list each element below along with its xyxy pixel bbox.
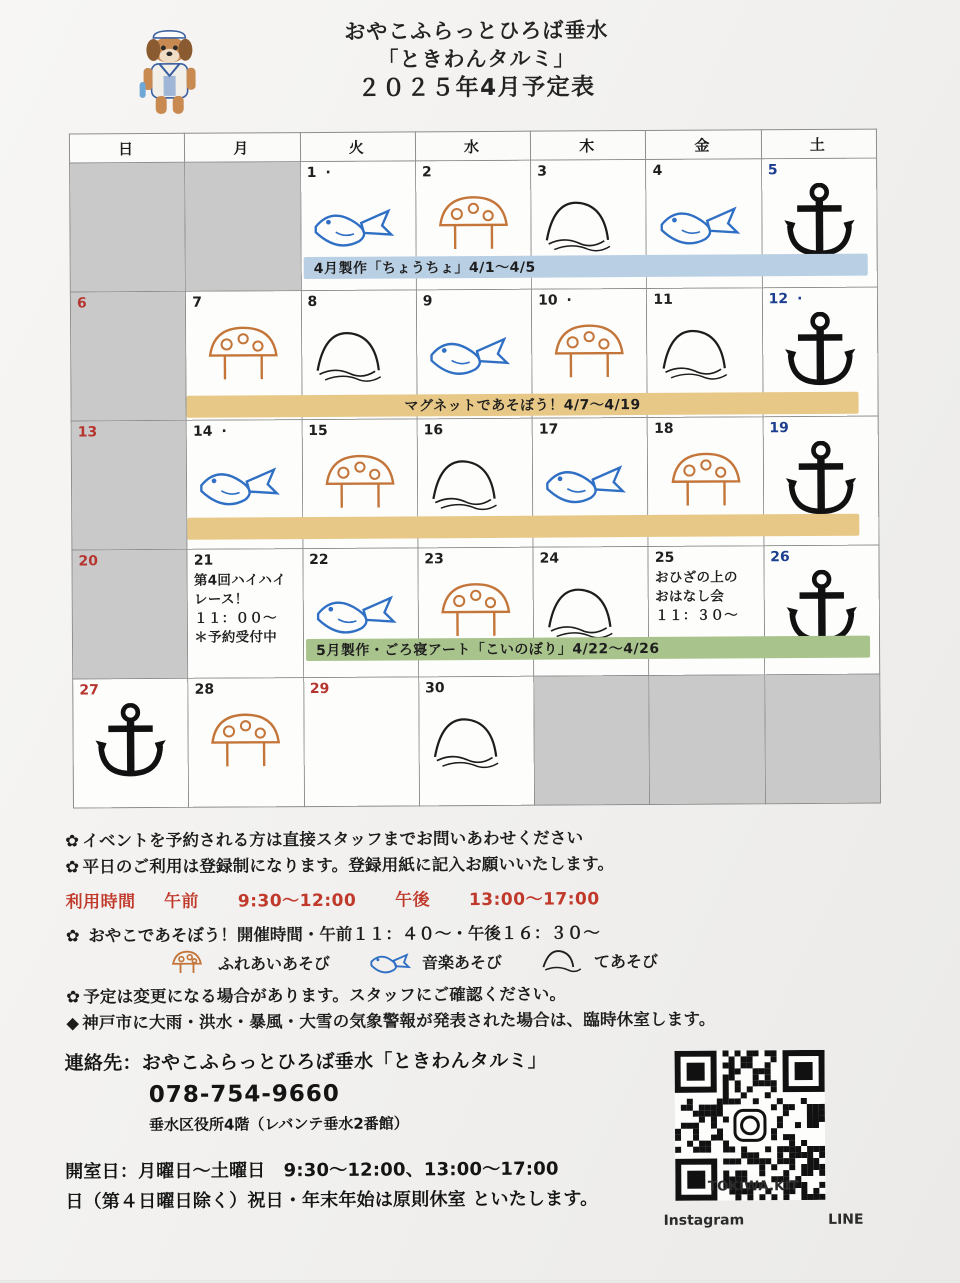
day-number: 8: [307, 293, 318, 311]
day-number: 5: [767, 162, 778, 179]
hours-label: 利用時間: [65, 892, 136, 913]
day-number: 1 ·: [307, 165, 331, 181]
wave-icon: [647, 314, 762, 389]
legend-label-teasobi: てあそび: [593, 951, 659, 971]
day-number: 11: [653, 291, 673, 308]
mushroom-icon: [186, 317, 301, 392]
day-number: 15: [308, 422, 328, 440]
open-days-line-2: 日（第４日曜日除く）祝日・年末年始は原則休室 といたします。: [65, 1188, 599, 1213]
anchor-icon: [762, 185, 877, 260]
fish-icon: [301, 187, 416, 262]
day-number: 29: [309, 680, 330, 698]
note-line-4: [66, 1005, 906, 1036]
fish-icon: [647, 185, 762, 260]
calendar-cell-day-29: [303, 677, 419, 807]
wave-icon: [418, 445, 533, 520]
qr-caption-instagram: Instagram: [663, 1212, 745, 1229]
calendar-cell-day-21: [187, 549, 303, 679]
day-number: 21: [193, 552, 214, 569]
title-line-2: 「ときわんタルミ」: [377, 46, 576, 72]
anchor-icon: [763, 314, 878, 389]
poster-header: [0, 15, 957, 107]
day-number: 7: [192, 294, 203, 311]
day-number: 18: [654, 420, 674, 437]
legend-item-teasobi: [536, 945, 658, 976]
weekday-header-mon: 月: [185, 133, 300, 163]
day-number: 2: [421, 164, 432, 181]
day-number: 6: [76, 295, 87, 312]
notes-section: [65, 823, 906, 1035]
calendar-cell-empty: [70, 162, 186, 292]
calendar-cell-empty: [764, 674, 880, 804]
mushroom-icon: [302, 445, 417, 520]
calendar-cell-day-30: [419, 676, 535, 806]
legend-item-music: [364, 946, 502, 977]
anchor-icon: [763, 443, 878, 518]
banner-may-craft: 5月製作・ごろ寝アート「こいのぼり」4/22～4/26: [306, 636, 870, 661]
qr-caption-line: LINE: [828, 1211, 864, 1228]
flower-mark-icon: ✿: [65, 831, 80, 851]
mushroom-icon: [189, 704, 304, 779]
legend-row: [66, 944, 906, 979]
anchor-icon: [73, 705, 188, 780]
weekday-header-sun: 日: [69, 133, 184, 163]
day-number: 28: [194, 681, 215, 698]
day-number: 26: [770, 549, 790, 566]
fish-icon: [533, 444, 648, 519]
banner-magnet-play: マグネットであそぼう！4/7～4/19: [187, 392, 859, 418]
legend-item-fureai: [160, 947, 330, 978]
hours-am-label: 午前: [163, 891, 200, 913]
day-number: 24: [539, 550, 560, 567]
wave-icon: [302, 316, 417, 391]
note-line-1-text: イベントを予約される方は直接スタッフまでお問いあわせください: [82, 828, 584, 851]
calendar-cell-day-13: [71, 420, 187, 550]
weekday-header-fri: 金: [646, 130, 761, 160]
note-line-4-text: 神戸市に大雨・洪水・暴風・大雪の気象警報が発表された場合は、臨時休室します。: [82, 1009, 716, 1033]
hours-pm-label: 午後: [395, 890, 431, 911]
contact-section: [64, 1045, 665, 1214]
contact-phone: 078-754-9660: [148, 1080, 340, 1109]
qr-label: TOKIWA.KIT: [707, 1178, 799, 1195]
calendar-cell-day-27: [73, 678, 189, 808]
play-time-text: おやこであそぼう！開催時間・午前１１：４０～・午後１６：３０～: [88, 923, 600, 946]
day-number: 19: [769, 420, 789, 437]
mushroom-icon: [648, 443, 763, 518]
open-days-line-1: 開室日：月曜日～土曜日 9:30～12:00、13:00～17:00: [65, 1158, 559, 1183]
day-number: 14 ·: [193, 424, 227, 440]
legend-label-fureai: ふれあいあそび: [217, 953, 331, 974]
day-number: 10 ·: [538, 292, 572, 308]
weekday-header-wed: 水: [415, 131, 530, 161]
day-number: 27: [79, 682, 99, 699]
title-line-3: ２０２５年4月予定表: [357, 74, 596, 103]
fish-icon: [417, 316, 532, 391]
day-number: 9: [422, 293, 433, 310]
hours-pm-value: 13:00～17:00: [468, 889, 600, 911]
flower-mark-icon: ✿: [65, 926, 80, 946]
hours-line: [66, 883, 906, 913]
legend-label-music: 音楽あそび: [421, 952, 503, 972]
wave-icon: [536, 945, 590, 975]
weekday-header-sat: 土: [761, 129, 876, 159]
flower-mark-icon: ✿: [65, 857, 80, 877]
calendar-cell-day-20: [72, 549, 188, 679]
day-number: 20: [78, 553, 99, 570]
event-text: おひざの上の おはなし会 １１：３０～: [654, 569, 739, 625]
calendar-cell-empty: [534, 675, 650, 805]
mushroom-icon: [160, 948, 214, 978]
banner-magnet-play-continued: [187, 514, 859, 540]
flower-mark-icon: ✿: [66, 987, 81, 1007]
calendar-table: [69, 129, 881, 809]
title-line-1: おやこふらっとひろば垂水: [344, 18, 609, 44]
note-line-2: [65, 849, 905, 880]
calendar-cell-empty: [185, 162, 301, 292]
banner-april-craft: 4月製作「ちょうちょ」4/1～4/5: [304, 254, 868, 279]
calendar-cell-day-6: [70, 291, 186, 421]
day-number: 3: [537, 163, 548, 180]
mushroom-icon: [416, 187, 531, 262]
day-number: 30: [425, 680, 445, 697]
day-number: 4: [652, 162, 663, 179]
note-line-2-text: 平日のご利用は登録制になります。登録用紙に記入お願いいたします。: [82, 853, 615, 876]
play-time-line: [66, 918, 906, 947]
day-number: 22: [309, 551, 329, 569]
day-number: 23: [424, 551, 444, 568]
event-text: 第4回ハイハイレース！ １１：００～ ＊予約受付中: [193, 572, 287, 647]
note-line-3-text: 予定は変更になる場合があります。スタッフにご確認ください。: [83, 984, 567, 1007]
contact-address: 垂水区役所4階（レバンテ垂水2番館）: [148, 1114, 409, 1135]
qr-caption-row: [664, 1212, 864, 1229]
weekday-header-thu: 木: [531, 130, 646, 160]
wave-icon: [419, 703, 534, 778]
day-number: 16: [423, 422, 444, 439]
calendar-cell-empty: [649, 675, 765, 805]
wave-icon: [531, 186, 646, 261]
day-number: 12 ·: [769, 291, 803, 307]
day-number: 17: [538, 421, 559, 438]
fish-icon: [187, 446, 302, 521]
calendar-week-row: [73, 674, 881, 808]
weekday-header-tue: 火: [300, 132, 415, 162]
day-number: 13: [77, 424, 98, 441]
mushroom-icon: [532, 315, 647, 390]
hours-am-value: 9:30～12:00: [237, 890, 357, 912]
day-number: 25: [654, 549, 675, 566]
fish-icon: [364, 947, 418, 977]
contact-name: 連絡先：おやこふらっとひろば垂水「ときわんタルミ」: [64, 1049, 548, 1075]
diamond-mark-icon: ◆: [66, 1013, 80, 1033]
calendar-cell-day-28: [188, 678, 304, 808]
